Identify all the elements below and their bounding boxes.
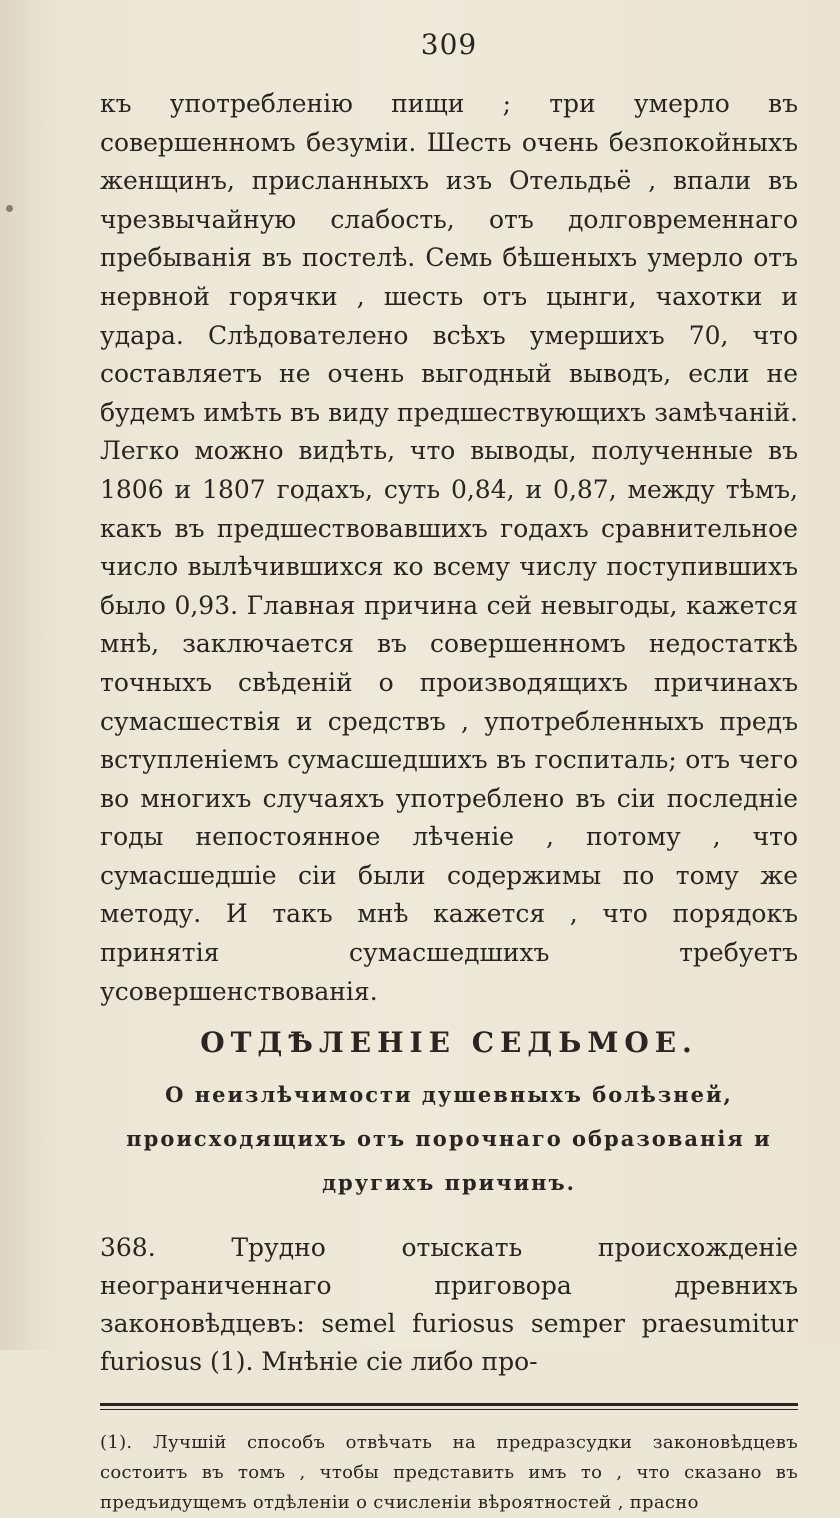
ink-spot xyxy=(6,205,13,212)
paragraph-text: Трудно отыскать происхожденіе неограниченнаго приговора древнихъ законовѣдцевъ: semel furiosus semper praesumitur furiosus (1). Мнѣніе сіе либо про- xyxy=(100,1233,798,1377)
footnote-rule-thin xyxy=(100,1409,798,1410)
footnote: (1). Лучшій способъ отвѣчать на предразсудки законовѣдцевъ состоитъ въ томъ , чтобы представить имъ то , что сказано въ предъидущемъ отдѣленіи о счисленіи вѣроятностей , прасно xyxy=(100,1432,798,1514)
paragraph-number: 368. xyxy=(100,1233,156,1263)
section-heading: ОТДѢЛЕНІЕ СЕДЬМОЕ. xyxy=(200,1026,698,1060)
section-subtitle: О неизлѣчимости душевныхъ болѣзней, происходящихъ отъ порочнаго образованія и другихъ причинъ. xyxy=(126,1082,772,1196)
footnote-rule xyxy=(100,1403,798,1406)
page-number: 309 xyxy=(420,28,478,61)
body-text: къ употребленію пищи ; три умерло въ совершенномъ безуміи. Шесть очень безпокойныхъ женщинъ, присланныхъ изъ Отельдьё , впали въ чрезвычайную слабость, отъ долговременнаго пребыванія въ постелѣ. Семь бѣшеныхъ умерло отъ нервной горячки , шесть отъ цынги, чахотки и удара. Слѣдователено всѣхъ умершихъ 70, что составляетъ не очень выгодный выводъ, если не будемъ имѣть въ виду предшествующихъ замѣчаній. Легко можно видѣть, что выводы, полученные въ 1806 и 1807 годахъ, суть 0,84, и 0,87, между тѣмъ, какъ въ предшествовавшихъ годахъ сравнительное число вылѣчившихся ко всему числу поступившихъ было 0,93. Главная причина сей невыгоды, кажется мнѣ, заключается въ совершенномъ недостаткѣ точныхъ свѣденій о производящихъ причинахъ сумасшествія и средствъ , употребленныхъ предъ вступленіемъ сумасшедшихъ въ госпиталь; отъ чего во многихъ случаяхъ употреблено въ сіи последніе годы непостоянное лѣченіе , потому , что сумасшедшіе сіи были содержимы по тому же методу. И такъ мнѣ кажется , что порядокъ принятія сумасшедшихъ требуетъ усовершенствованія. xyxy=(100,89,798,1006)
paragraph-368 xyxy=(100,1229,798,1381)
